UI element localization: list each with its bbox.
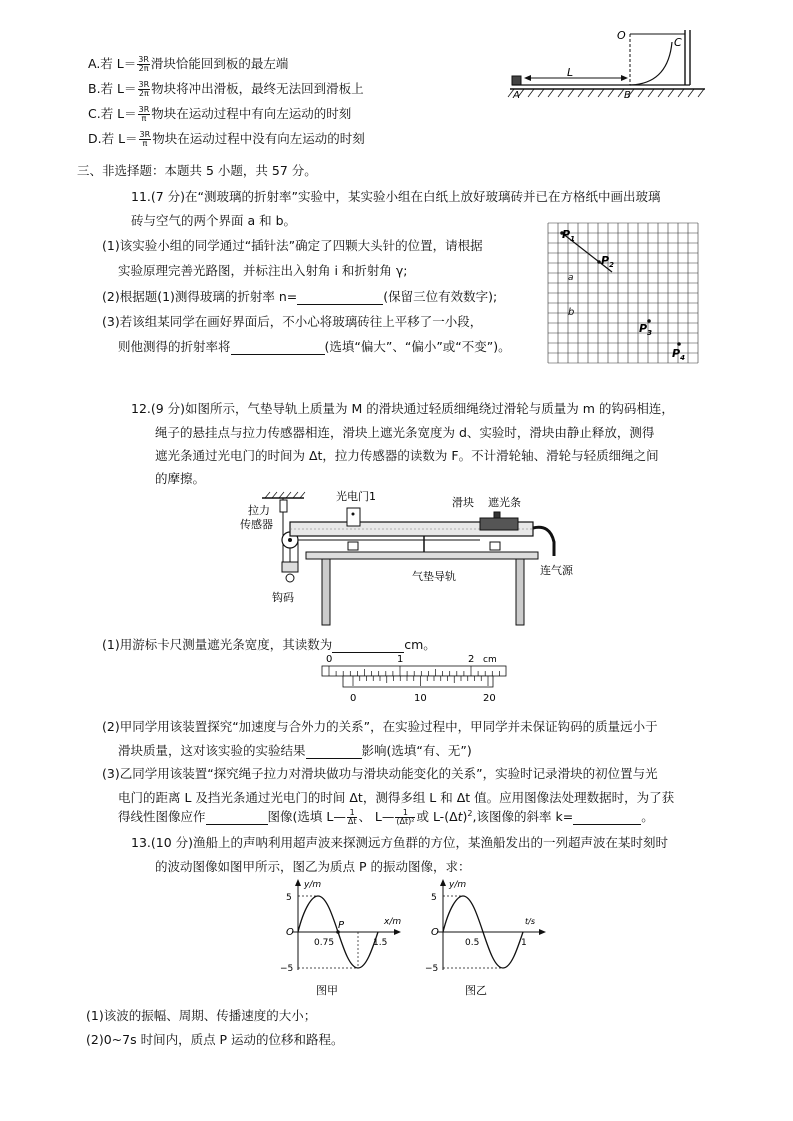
photogate xyxy=(347,508,360,526)
svg-text:t/s: t/s xyxy=(525,917,535,926)
svg-text:1: 1 xyxy=(397,654,404,665)
svg-text:拉力: 拉力 xyxy=(248,504,270,517)
answer-blank[interactable] xyxy=(231,339,325,355)
svg-text:钩码: 钩码 xyxy=(272,591,294,604)
svg-text:cm: cm xyxy=(483,655,497,665)
svg-text:O: O xyxy=(286,927,294,938)
answer-blank[interactable] xyxy=(297,289,383,305)
q12-part2-line2: 滑块质量，这对该实验的实验结果 影响(选填“有、无”) xyxy=(118,743,472,758)
q11-part3-line2: 则他测得的折射率将 (选填“偏大”、“偏小”或“不变”)。 xyxy=(118,339,511,354)
q10-option-c: C.若 L＝ $\frac{3R}{\pi}$ 物块在运动过程中有向左运动的时刻 xyxy=(88,105,352,123)
force-sensor xyxy=(280,500,287,512)
svg-text:0: 0 xyxy=(326,654,333,665)
svg-text:C: C xyxy=(674,36,682,49)
svg-text:5: 5 xyxy=(431,893,437,903)
q12-intro-line2: 绳子的悬挂点与拉力传感器相连，滑块上遮光条宽度为 d、实验时，滑块由静止释放，测得 xyxy=(155,425,655,440)
fraction: $\frac{1}{\text{(Δt)²}}$ xyxy=(396,808,415,826)
svg-text:20: 20 xyxy=(483,693,496,704)
svg-text:−5: −5 xyxy=(425,964,439,974)
vibration-graph-yi xyxy=(425,876,550,998)
svg-text:P1: $P_1$ xyxy=(562,228,575,243)
q11-intro-line2: 砖与空气的两个界面 a 和 b。 xyxy=(131,213,297,228)
q11-intro-line1: 11.(7 分)在“测玻璃的折射率”实验中，某实验小组在白纸上放好玻璃砖并已在方格纸中画出玻璃 xyxy=(131,189,661,204)
svg-text:A: A xyxy=(513,90,520,101)
svg-text:P2: $P_2$ xyxy=(601,254,614,269)
answer-blank[interactable] xyxy=(306,743,362,759)
q12-part3-line2: 电门的距离 L 及挡光条通过光电门的时间 Δt，测得多组 L 和 Δt 值。应用图像法处理数据时，为了获 xyxy=(118,790,675,805)
light-strip xyxy=(494,512,500,518)
q13-intro-line1: 13.(10 分)渔船上的声呐利用超声波来探测远方鱼群的方位，某渔船发出的一列超声波在某时刻时 xyxy=(131,835,669,850)
q12-intro-line1: 12.(9 分)如图所示，气垫导轨上质量为 M 的滑块通过轻质细绳绕过滑轮与质量为 m 的钩码相连， xyxy=(131,401,674,416)
svg-text:图甲: 图甲 xyxy=(316,984,338,997)
svg-text:y/m: y/m xyxy=(449,880,467,890)
q11-part1-line2: 实验原理完善光路图，并标注出入射角 i 和折射角 γ; xyxy=(118,263,408,278)
answer-blank[interactable] xyxy=(206,809,268,825)
q13-intro-line2: 的波动图像如图甲所示，图乙为质点 P 的振动图像，求： xyxy=(155,859,471,874)
svg-text:x/m: x/m xyxy=(384,917,402,927)
svg-text:5: 5 xyxy=(286,893,292,903)
svg-text:滑块: 滑块 xyxy=(452,496,474,509)
q11-part2: (2)根据题(1)测得玻璃的折射率 n= (保留三位有效数字); xyxy=(102,289,498,304)
fraction: $\frac{3R}{2\pi}$ xyxy=(138,80,150,98)
svg-text:0.75: 0.75 xyxy=(314,938,335,948)
q10-track-figure xyxy=(500,26,710,102)
q10-option-b: B.若 L＝ $\frac{3R}{2\pi}$ 物块将冲出滑板，最终无法回到滑板上 xyxy=(88,80,364,98)
answer-blank[interactable] xyxy=(573,809,641,825)
fraction: $\frac{3R}{\pi}$ xyxy=(139,130,151,148)
q12-part3-line1: (3)乙同学用该装置“探究绳子拉力对滑块做功与滑块动能变化的关系”，实验时记录滑块的初位置与光 xyxy=(102,766,658,781)
q12-part3-line3: 得线性图像应作 图像(选填 L— $\frac{1}{\Delta t}$ 、 L— $\frac{1}{\text{(Δt)²}}$ 或 $L-(\Delta t)^2$,该图像的斜率 k= 。 xyxy=(118,808,654,826)
svg-text:P4: $P_4$ xyxy=(672,347,685,362)
svg-text:B: B xyxy=(624,90,631,101)
wave-graph-jia xyxy=(280,876,405,998)
q12-part1: (1)用游标卡尺测量遮光条宽度，其读数为 cm。 xyxy=(102,637,436,652)
svg-text:光电门1: 光电门1 xyxy=(336,490,376,503)
svg-text:−5: −5 xyxy=(280,964,294,974)
svg-text:2: 2 xyxy=(468,654,475,665)
q12-intro-line3: 遮光条通过光电门的时间为 Δt，拉力传感器的读数为 F。不计滑轮轴、滑轮与轻质细绳之间 xyxy=(155,448,659,463)
q11-part3-line1: (3)若该组某同学在画好界面后，不小心将玻璃砖往上平移了一小段， xyxy=(102,314,483,329)
slider-block xyxy=(480,518,518,530)
fraction: $\frac{1}{\Delta t}$ xyxy=(347,808,357,826)
vernier-caliper-figure xyxy=(318,651,508,709)
q11-grid-figure xyxy=(546,221,706,371)
q12-apparatus-figure xyxy=(232,484,582,629)
svg-text:1: 1 xyxy=(521,938,527,948)
svg-text:O: O xyxy=(617,29,626,42)
hanging-weight xyxy=(282,562,298,572)
q10-option-d: D.若 L＝ $\frac{3R}{\pi}$ 物块在运动过程中没有向左运动的时刻 xyxy=(88,130,365,148)
svg-text:0.5: 0.5 xyxy=(465,938,480,948)
svg-text:O: O xyxy=(431,927,439,938)
svg-text:0: 0 xyxy=(350,693,357,704)
table-top xyxy=(306,552,538,559)
svg-text:y/m: y/m xyxy=(304,880,322,890)
q11-part1-line1: (1)该实验小组的同学通过“插针法”确定了四颗大头针的位置，请根据 xyxy=(102,238,483,253)
svg-text:气垫导轨: 气垫导轨 xyxy=(412,570,456,583)
svg-text:传感器: 传感器 xyxy=(240,518,273,531)
q12-intro-line4: 的摩擦。 xyxy=(155,471,206,486)
svg-text:P: P xyxy=(338,920,345,931)
fraction: $\frac{3R}{2\pi}$ xyxy=(138,55,149,73)
q12-part2-line1: (2)甲同学用该装置探究“加速度与合外力的关系”，在实验过程中，甲同学并未保证钩码的质量远小于 xyxy=(102,719,658,734)
svg-text:L: L xyxy=(567,66,574,79)
svg-text:P3: $P_3$ xyxy=(639,322,652,337)
svg-text:b: b xyxy=(568,307,575,318)
svg-text:图乙: 图乙 xyxy=(465,984,487,997)
svg-text:10: 10 xyxy=(414,693,427,704)
section-heading: 三、非选择题：本题共 5 小题，共 57 分。 xyxy=(77,163,317,178)
svg-text:a: a xyxy=(568,273,574,283)
q13-part1: (1)该波的振幅、周期、传播速度的大小； xyxy=(86,1008,317,1023)
q13-part2: (2)0~7s 时间内，质点 P 运动的位移和路程。 xyxy=(86,1032,344,1047)
svg-text:连气源: 连气源 xyxy=(540,564,573,577)
svg-text:1.5: 1.5 xyxy=(373,938,388,948)
fraction: $\frac{3R}{\pi}$ xyxy=(138,105,150,123)
block-a xyxy=(512,76,521,85)
q10-option-a: A.若 L＝ $\frac{3R}{2\pi}$ 滑块恰能回到板的最左端 xyxy=(88,55,289,73)
svg-text:遮光条: 遮光条 xyxy=(488,496,521,509)
